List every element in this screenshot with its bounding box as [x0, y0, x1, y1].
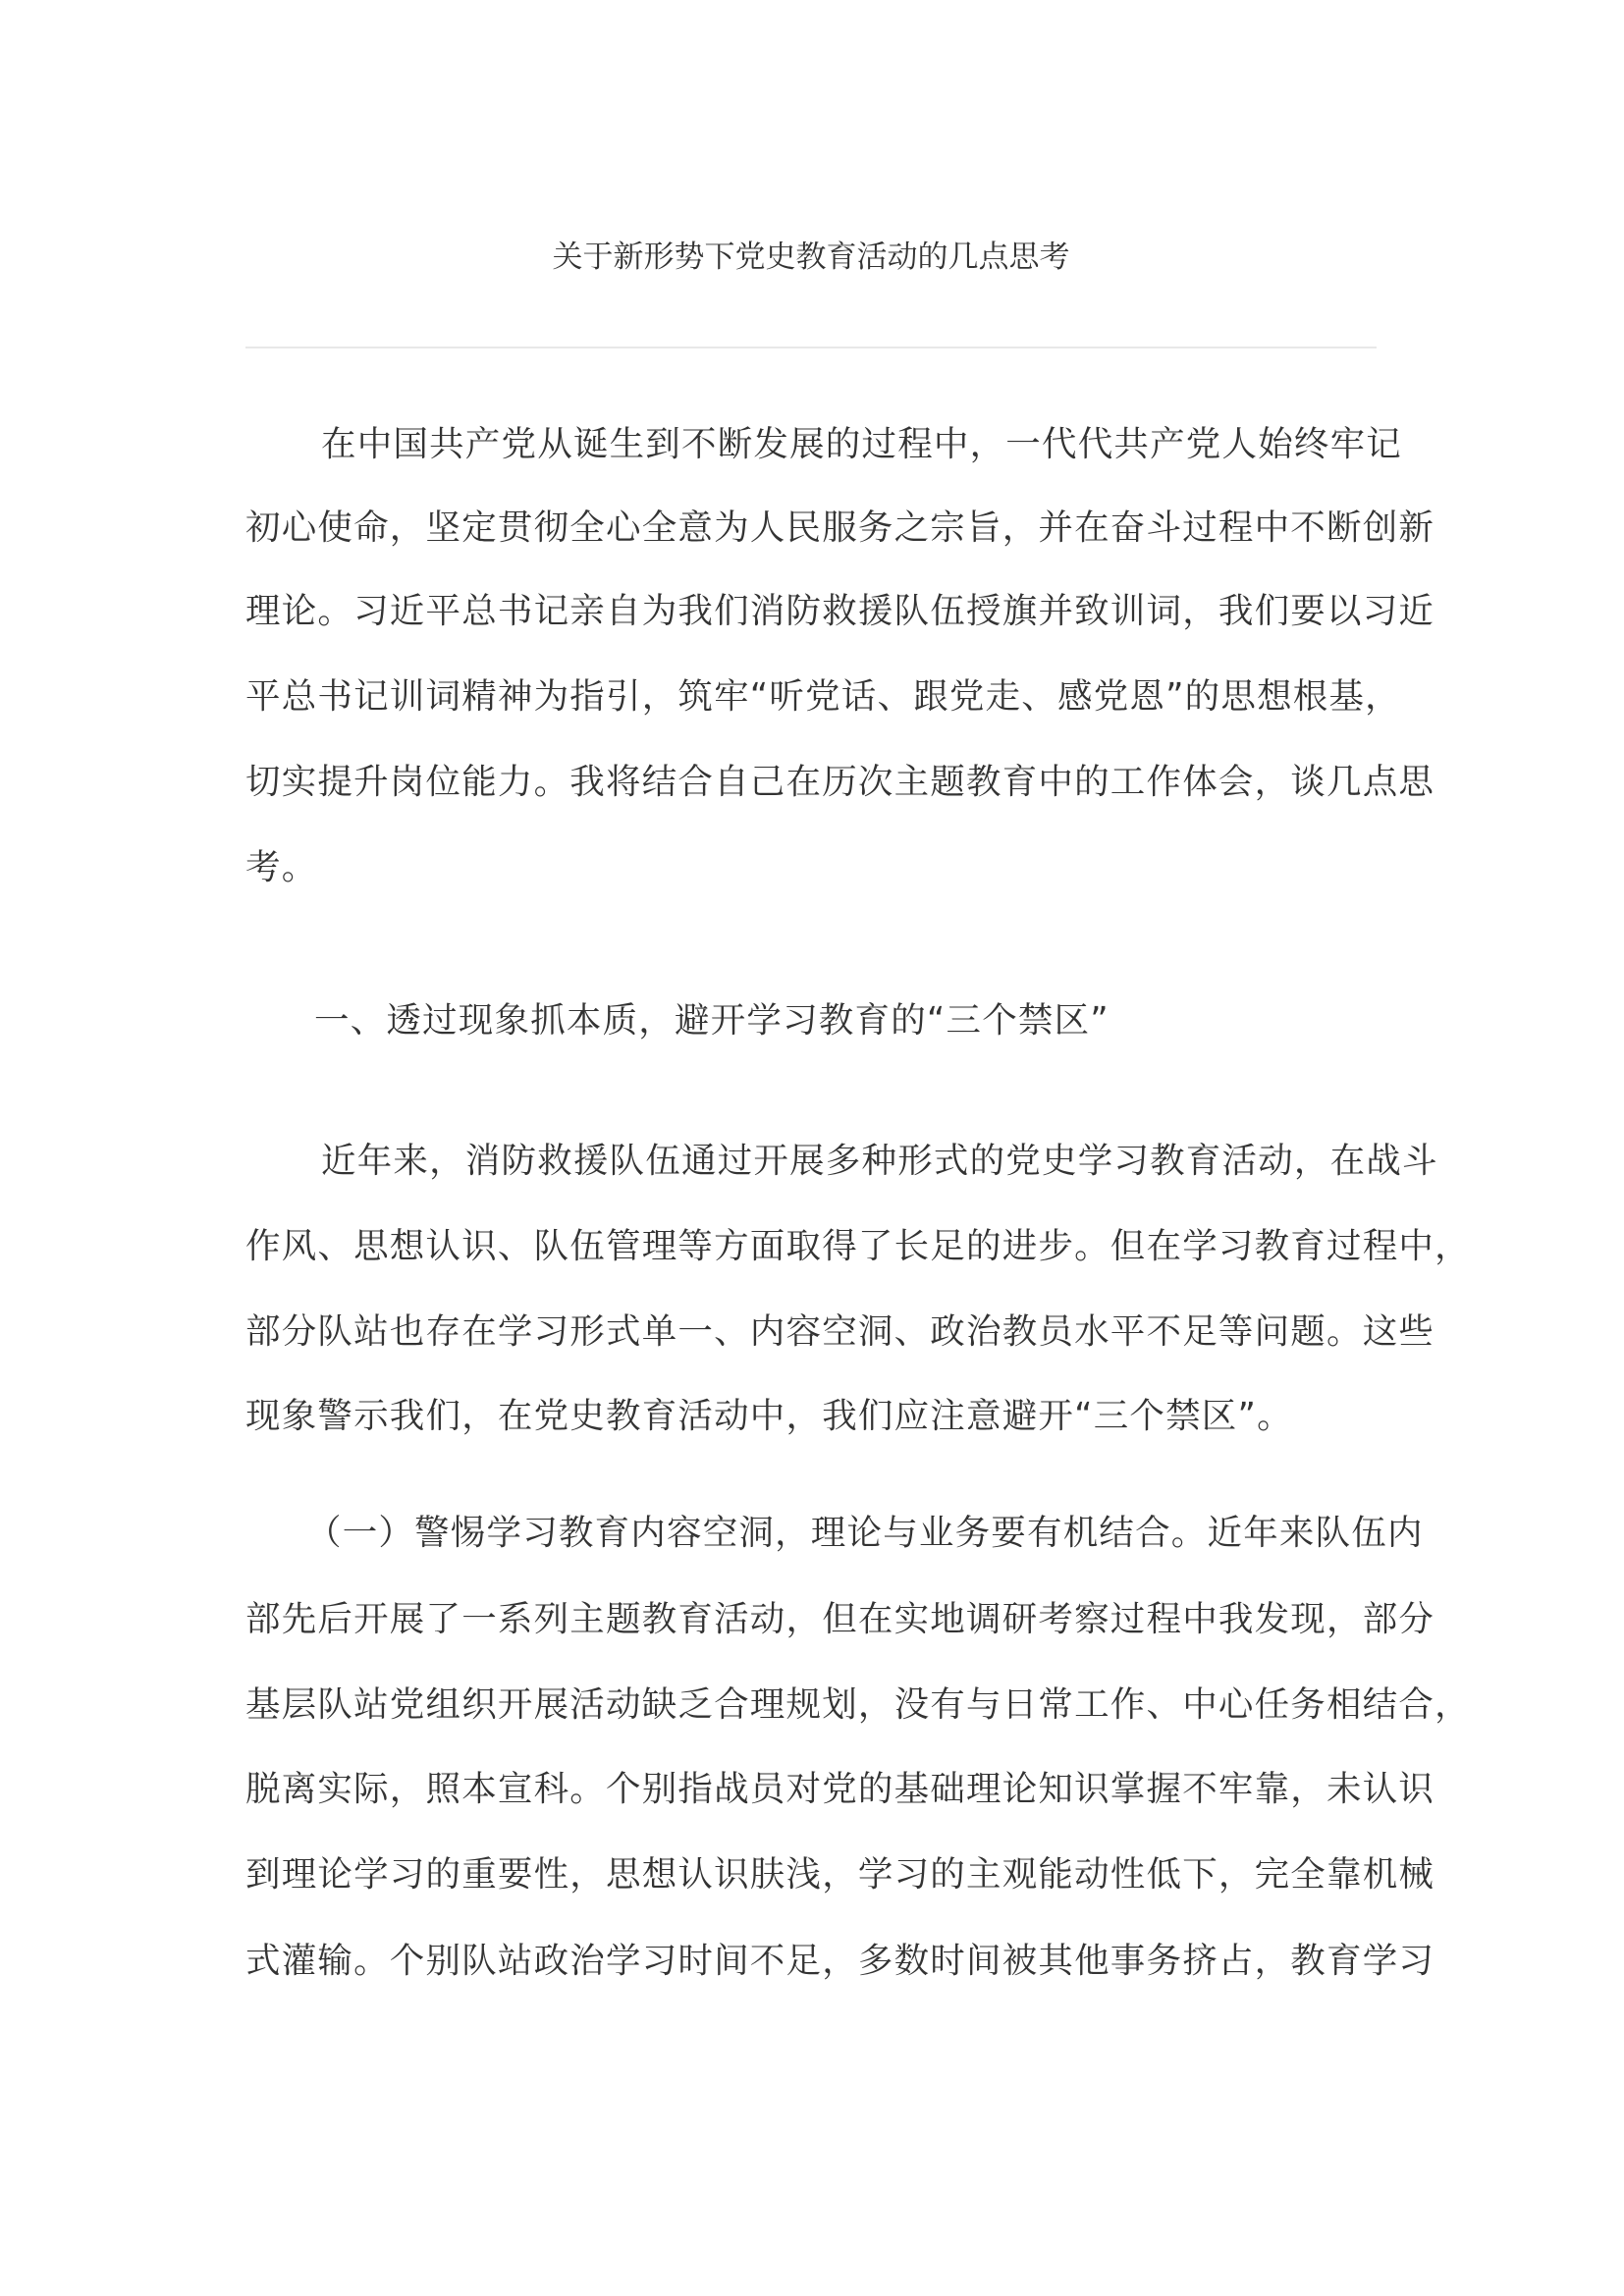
document-title: 关于新形势下党史教育活动的几点思考 — [552, 240, 1070, 275]
section-heading-1: 一、透过现象抓本质，避开学习教育的“三个禁区” — [314, 1000, 1110, 1041]
paragraph-2-line-1: 近年来，消防救援队伍通过开展多种形式的党史学习教育活动，在战斗 — [321, 1141, 1438, 1181]
paragraph-1-line-6: 考。 — [245, 847, 318, 887]
title-divider — [245, 347, 1377, 348]
paragraph-1-line-2: 初心使命，坚定贯彻全心全意为人民服务之宗旨，并在奋斗过程中不断创新 — [245, 507, 1435, 548]
paragraph-2-line-4: 现象警示我们，在党史教育活动中，我们应注意避开“三个禁区”。 — [245, 1396, 1293, 1436]
paragraph-2-line-2: 作风、思想认识、队伍管理等方面取得了长足的进步。但在学习教育过程中， — [245, 1226, 1471, 1266]
paragraph-1-line-4: 平总书记训词精神为指引，筑牢“听党话、跟党走、感党恩”的思想根基， — [245, 676, 1401, 717]
paragraph-3-line-2: 部先后开展了一系列主题教育活动，但在实地调研考察过程中我发现，部分 — [245, 1599, 1435, 1639]
paragraph-3-line-3: 基层队站党组织开展活动缺乏合理规划，没有与日常工作、中心任务相结合， — [245, 1684, 1471, 1725]
paragraph-3-line-1: （一）警惕学习教育内容空洞，理论与业务要有机结合。近年来队伍内 — [306, 1513, 1424, 1553]
paragraph-1-line-5: 切实提升岗位能力。我将结合自己在历次主题教育中的工作体会，谈几点思 — [245, 762, 1435, 802]
paragraph-1-line-3: 理论。习近平总书记亲自为我们消防救援队伍授旗并致训词，我们要以习近 — [245, 591, 1435, 631]
paragraph-2-line-3: 部分队站也存在学习形式单一、内容空洞、政治教员水平不足等问题。这些 — [245, 1311, 1435, 1352]
paragraph-1-line-1: 在中国共产党从诞生到不断发展的过程中，一代代共产党人始终牢记 — [321, 424, 1403, 464]
paragraph-3-line-6: 式灌输。个别队站政治学习时间不足，多数时间被其他事务挤占，教育学习 — [245, 1941, 1435, 1981]
paragraph-3-line-5: 到理论学习的重要性，思想认识肤浅，学习的主观能动性低下，完全靠机械 — [245, 1854, 1435, 1895]
paragraph-3-line-4: 脱离实际，照本宣科。个别指战员对党的基础理论知识掌握不牢靠，未认识 — [245, 1769, 1435, 1809]
